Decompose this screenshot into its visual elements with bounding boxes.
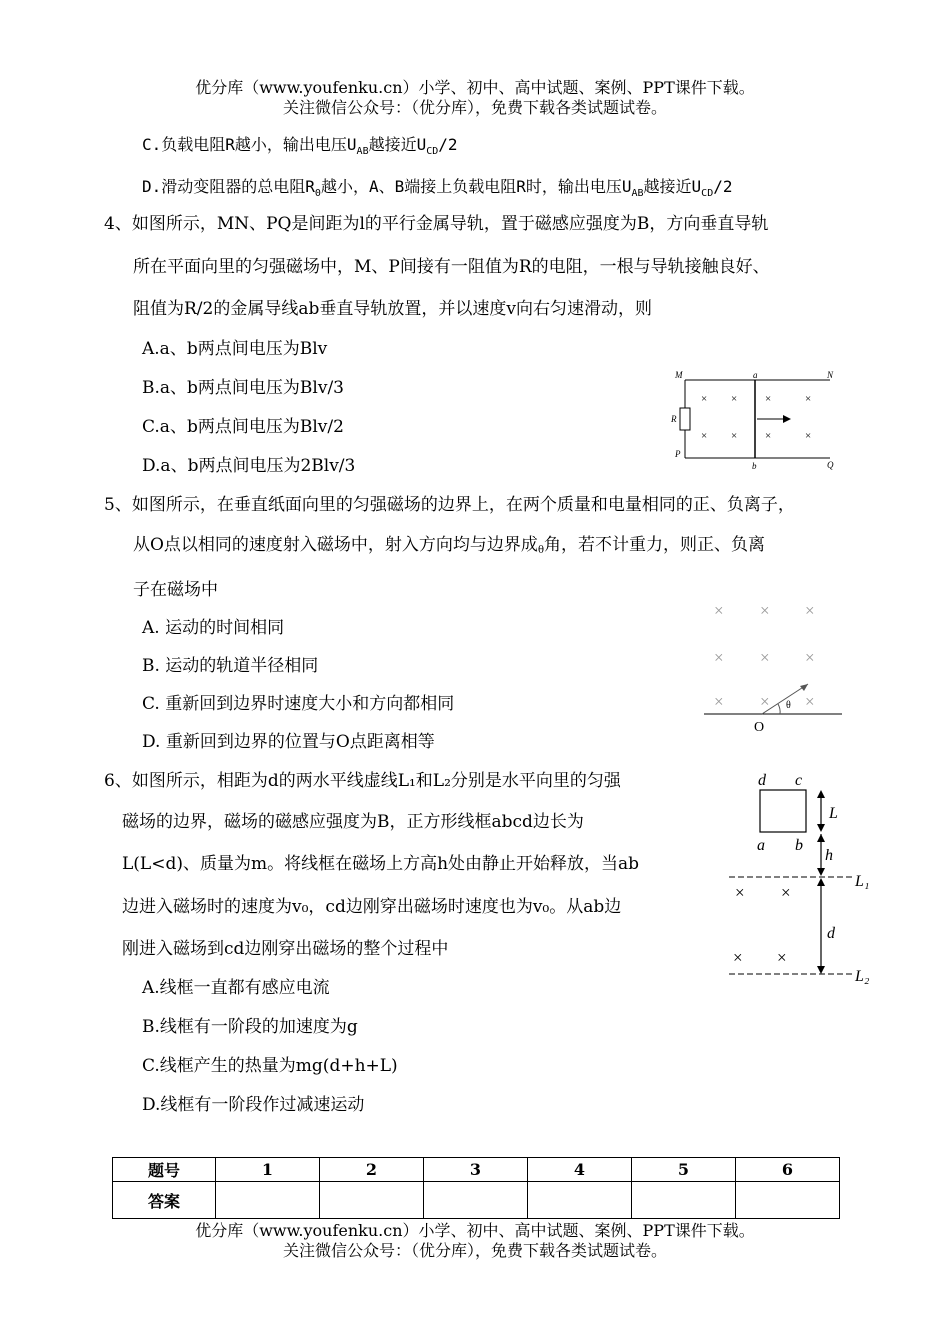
q3-option-c: C.负载电阻R越小，输出电压$U_{AB}$越接近$U_{CD}/2$ [142, 135, 458, 158]
svg-text:×: × [733, 948, 743, 967]
label-Q: Q [827, 460, 834, 470]
answer-cell[interactable] [216, 1182, 320, 1219]
label-d-gap: d [827, 925, 835, 942]
svg-text:×: × [731, 393, 738, 405]
svg-text:×: × [760, 692, 770, 711]
svg-text:×: × [760, 648, 770, 667]
table-header-cell: 6 [736, 1158, 840, 1182]
q4-option-a: A.a、b两点间电压为Blv [142, 339, 328, 359]
label-d: d [758, 772, 766, 789]
svg-text:×: × [731, 430, 738, 442]
q6-stem-line-1: 6、如图所示，相距为d的两水平线虚线L₁和L₂分别是水平向里的匀强 [104, 771, 621, 791]
svg-text:×: × [714, 648, 724, 667]
q6-option-b: B.线框有一阶段的加速度为g [142, 1017, 358, 1037]
table-header-cell: 5 [632, 1158, 736, 1182]
svg-text:×: × [777, 948, 787, 967]
q5-option-d: D. 重新回到边界的位置与O点距离相等 [142, 732, 435, 752]
svg-text:×: × [805, 393, 812, 405]
table-header-cell: 2 [320, 1158, 424, 1182]
label-theta: θ [786, 700, 791, 711]
q6-frame-figure [725, 768, 885, 990]
svg-text:×: × [760, 601, 770, 620]
q5-option-a: A. 运动的时间相同 [142, 618, 285, 638]
q4-stem-line-3: 阻值为R/2的金属导线ab垂直导轨放置，并以速度v向右匀速滑动，则 [133, 299, 652, 319]
q6-option-a: A.线框一直都有感应电流 [142, 978, 330, 998]
label-a: a [757, 837, 765, 854]
svg-text:×: × [805, 601, 815, 620]
label-O: O [754, 720, 765, 735]
q5-option-b: B. 运动的轨道半径相同 [142, 656, 319, 676]
svg-text:×: × [805, 430, 812, 442]
q5-stem-line-1: 5、如图所示，在垂直纸面向里的匀强磁场的边界上，在两个质量和电量相同的正、负离子， [104, 495, 795, 515]
label-M: M [675, 370, 683, 380]
q4-option-d: D.a、b两点间电压为2Blv/3 [142, 456, 356, 476]
svg-text:×: × [714, 601, 724, 620]
answer-cell[interactable] [320, 1182, 424, 1219]
label-a: a [753, 370, 758, 380]
label-L2: L₂ [855, 968, 870, 985]
svg-text:×: × [735, 883, 745, 902]
q6-stem-line-4: 边进入磁场时的速度为v₀，cd边刚穿出磁场时速度也为v₀。从ab边 [122, 897, 622, 917]
label-L1: L₁ [855, 873, 870, 890]
answer-cell[interactable] [632, 1182, 736, 1219]
q6-option-c: C.线框产生的热量为mg(d+h+L) [142, 1056, 398, 1076]
svg-text:×: × [701, 430, 708, 442]
svg-text:×: × [781, 883, 791, 902]
table-header-cell: 3 [424, 1158, 528, 1182]
label-L: L [829, 805, 838, 822]
table-header-cell: 1 [216, 1158, 320, 1182]
table-header-cell: 题号 [113, 1158, 216, 1182]
q6-stem-line-5: 刚进入磁场到cd边刚穿出磁场的整个过程中 [122, 939, 449, 959]
q4-option-c: C.a、b两点间电压为Blv/2 [142, 417, 344, 437]
q5-field-figure [700, 598, 845, 740]
q6-option-d: D.线框有一阶段作过减速运动 [142, 1095, 365, 1115]
label-R: R [671, 414, 677, 424]
label-b: b [795, 837, 803, 854]
answer-cell[interactable] [736, 1182, 840, 1219]
q4-option-b: B.a、b两点间电压为Blv/3 [142, 378, 344, 398]
svg-text:×: × [701, 393, 708, 405]
answer-cell[interactable] [528, 1182, 632, 1219]
label-b: b [752, 461, 757, 471]
answer-label-cell: 答案 [113, 1182, 216, 1219]
label-c: c [795, 772, 803, 789]
svg-text:×: × [805, 692, 815, 711]
svg-text:×: × [714, 692, 724, 711]
svg-text:×: × [805, 648, 815, 667]
label-N: N [827, 370, 834, 380]
q3-option-d: D.滑动变阻器的总电阻$R_0$越小，A、B端接上负载电阻R时，输出电压$U_{AB}$越接近$U_{CD}/2$ [142, 177, 733, 200]
label-h: h [825, 847, 833, 864]
svg-text:×: × [765, 430, 772, 442]
q5-stem-line-2: 从O点以相同的速度射入磁场中，射入方向均与边界成θ角，若不计重力，则正、负离 [133, 535, 765, 556]
q5-option-c: C. 重新回到边界时速度大小和方向都相同 [142, 694, 455, 714]
label-P: P [675, 449, 681, 459]
answer-cell[interactable] [424, 1182, 528, 1219]
q4-stem-line-1: 4、如图所示，MN、PQ是间距为l的平行金属导轨，置于磁感应强度为B，方向垂直导轨 [104, 214, 769, 234]
q6-stem-line-2: 磁场的边界，磁场的磁感应强度为B，正方形线框abcd边长为 [122, 812, 584, 832]
header-line-2: 关注微信公众号：（优分库），免费下载各类试题试卷。 [282, 98, 667, 117]
q5-stem-line-3: 子在磁场中 [133, 580, 218, 600]
answer-table [112, 1157, 840, 1219]
q6-stem-line-3: L(L<d)、质量为m。将线框在磁场上方高h处由静止开始释放，当ab [122, 854, 640, 874]
footer-line-2: 关注微信公众号：（优分库），免费下载各类试题试卷。 [282, 1241, 667, 1260]
header-line-1: 优分库（www.youfenku.cn）小学、初中、高中试题、案例、PPT课件下载。 [195, 78, 755, 97]
q4-circuit-figure [665, 368, 845, 472]
q4-stem-line-2: 所在平面向里的匀强磁场中，M、P间接有一阻值为R的电阻，一根与导轨接触良好、 [133, 257, 770, 277]
footer-line-1: 优分库（www.youfenku.cn）小学、初中、高中试题、案例、PPT课件下载。 [195, 1221, 755, 1240]
svg-text:×: × [765, 393, 772, 405]
table-header-cell: 4 [528, 1158, 632, 1182]
